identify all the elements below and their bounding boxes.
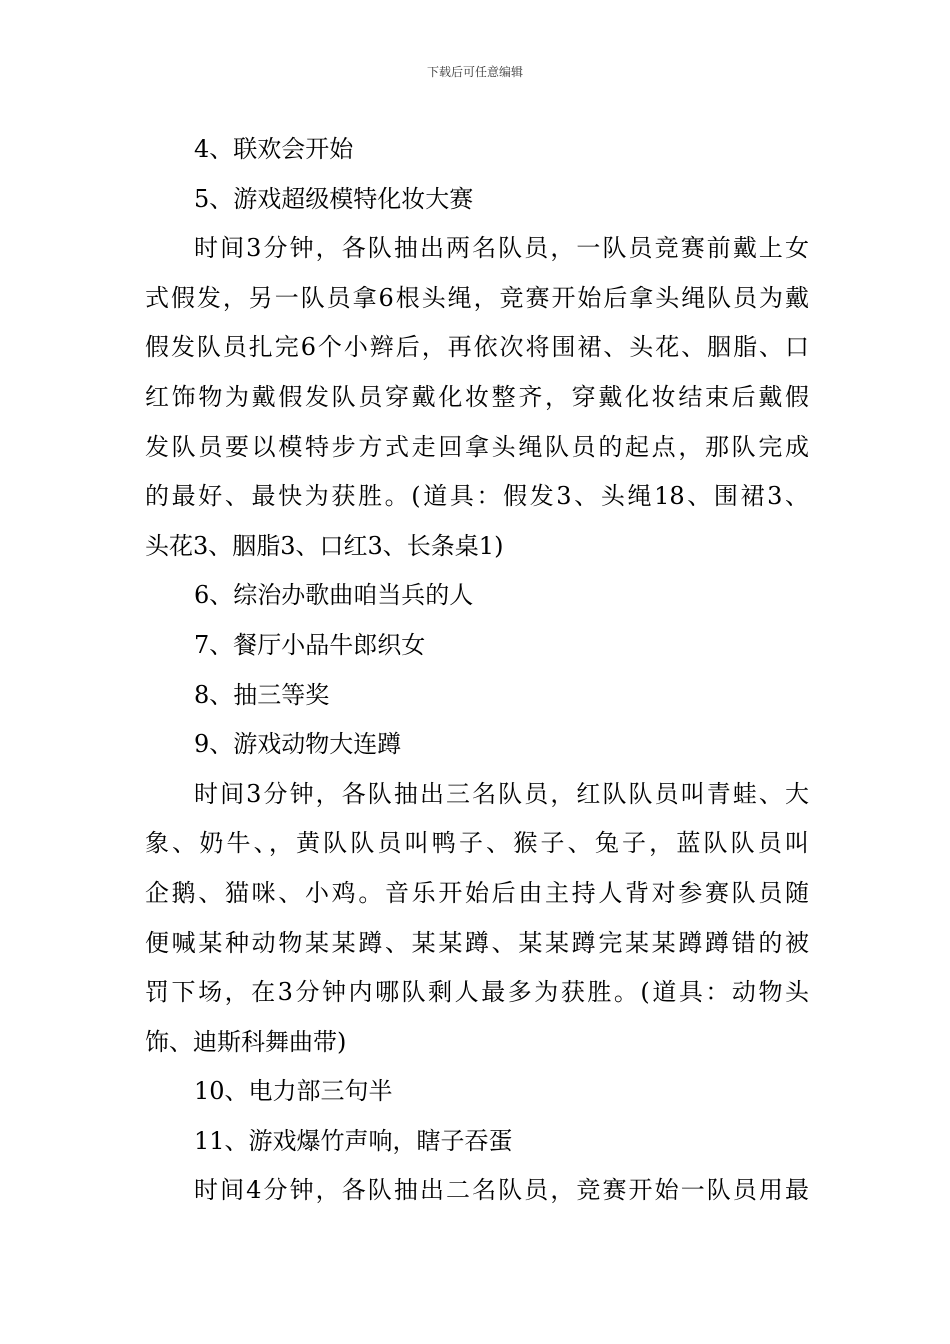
list-item-6: 6、综治办歌曲咱当兵的人 bbox=[194, 581, 474, 610]
paragraph-line: 的最好、最快为获胜。(道具：假发3、头绳18、围裙3、 bbox=[145, 482, 809, 511]
paragraph-line: 时间3分钟，各队抽出三名队员，红队队员叫青蛙、大 bbox=[194, 779, 809, 808]
paragraph-line: 式假发，另一队员拿6根头绳，竞赛开始后拿头绳队员为戴 bbox=[145, 283, 809, 312]
list-item-11: 11、游戏爆竹声响，瞎子吞蛋 bbox=[194, 1126, 513, 1155]
paragraph-line: 头花3、胭脂3、口红3、长条桌1) bbox=[145, 531, 504, 560]
paragraph-line: 红饰物为戴假发队员穿戴化妆整齐，穿戴化妆结束后戴假 bbox=[145, 382, 809, 411]
paragraph-line: 时间3分钟，各队抽出两名队员，一队员竞赛前戴上女 bbox=[194, 234, 809, 263]
paragraph-line: 企鹅、猫咪、小鸡。音乐开始后由主持人背对参赛队员随 bbox=[145, 878, 809, 907]
paragraph-line: 时间4分钟，各队抽出二名队员，竞赛开始一队员用最 bbox=[194, 1176, 809, 1205]
page-header: 下载后可任意编辑 bbox=[426, 65, 523, 79]
list-item-4: 4、联欢会开始 bbox=[194, 135, 354, 163]
paragraph-line: 象、奶牛、，黄队队员叫鸭子、猴子、兔子，蓝队队员叫 bbox=[145, 829, 809, 858]
list-item-9: 9、游戏动物大连蹲 bbox=[194, 730, 402, 759]
list-item-7: 7、餐厅小品牛郎织女 bbox=[194, 630, 426, 659]
list-item-8: 8、抽三等奖 bbox=[194, 680, 330, 709]
paragraph-line: 罚下场，在3分钟内哪队剩人最多为获胜。(道具：动物头 bbox=[145, 978, 809, 1007]
document-body bbox=[145, 125, 809, 1216]
list-item-5: 5、游戏超级模特化妆大赛 bbox=[194, 184, 474, 213]
paragraph-line: 便喊某种动物某某蹲、某某蹲、某某蹲完某某蹲蹲错的被 bbox=[145, 928, 809, 957]
paragraph-line: 发队员要以模特步方式走回拿头绳队员的起点，那队完成 bbox=[145, 432, 809, 461]
paragraph-line: 饰、迪斯科舞曲带) bbox=[145, 1027, 347, 1056]
list-item-10: 10、电力部三句半 bbox=[194, 1077, 393, 1106]
paragraph-line: 假发队员扎完6个小辫后，再依次将围裙、头花、胭脂、口 bbox=[145, 333, 809, 362]
